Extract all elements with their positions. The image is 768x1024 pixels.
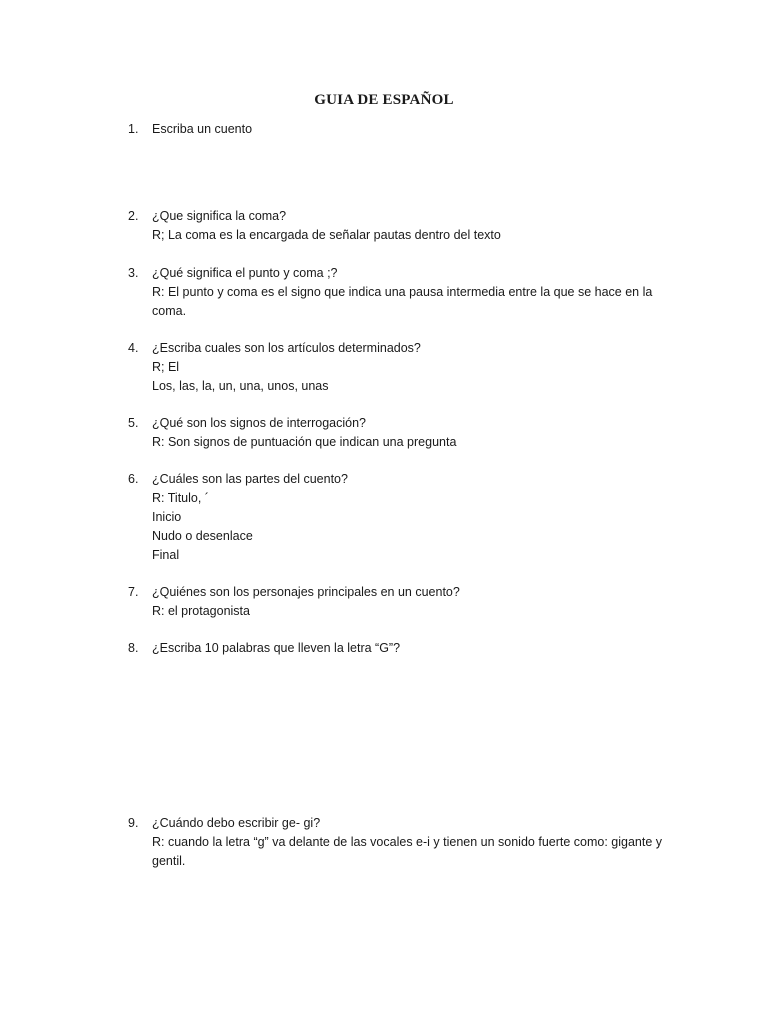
answer-text: R: cuando la letra “g” va delante de las vocales e-i y tienen un sonido fuerte como: gigante y gentil. <box>152 835 663 868</box>
answer-text: R: Titulo, ´ <box>152 491 209 505</box>
question-text: ¿Escriba cuales son los artículos determinados? <box>152 341 421 355</box>
question-text: ¿Escriba 10 palabras que lleven la letra “G”? <box>152 641 401 655</box>
answer-text: R; La coma es la encargada de señalar pautas dentro del texto <box>152 228 501 242</box>
answer-text: R: El punto y coma es el signo que indica una pausa intermedia entre la que se hace en la coma. <box>152 285 653 318</box>
answer-text: R; El <box>152 360 180 374</box>
item-number: 4. <box>128 341 139 355</box>
answer-text: Nudo o desenlace <box>152 529 253 543</box>
item-number: 7. <box>128 585 139 599</box>
item-number: 6. <box>128 472 139 486</box>
item-number: 3. <box>128 266 139 280</box>
question-text: ¿Quiénes son los personajes principales en un cuento? <box>152 585 460 599</box>
item-number: 2. <box>128 209 139 223</box>
item-number: 1. <box>128 122 139 136</box>
answer-text: R: Son signos de puntuación que indican una pregunta <box>152 435 457 449</box>
item-number: 9. <box>128 816 139 830</box>
item-number: 5. <box>128 416 139 430</box>
question-text: ¿Que significa la coma? <box>152 209 287 223</box>
page-title: GUIA DE ESPAÑOL <box>314 92 454 108</box>
question-text: ¿Cuándo debo escribir ge- gi? <box>152 816 321 830</box>
question-text: ¿Qué significa el punto y coma ;? <box>152 266 338 280</box>
question-text: Escriba un cuento <box>152 122 253 136</box>
answer-text: R: el protagonista <box>152 604 250 618</box>
item-number: 8. <box>128 641 139 655</box>
answer-text: Inicio <box>152 510 182 524</box>
answer-text: Los, las, la, un, una, unos, unas <box>152 379 329 393</box>
question-text: ¿Qué son los signos de interrogación? <box>152 416 367 430</box>
question-text: ¿Cuáles son las partes del cuento? <box>152 472 348 486</box>
answer-text: Final <box>152 548 180 562</box>
